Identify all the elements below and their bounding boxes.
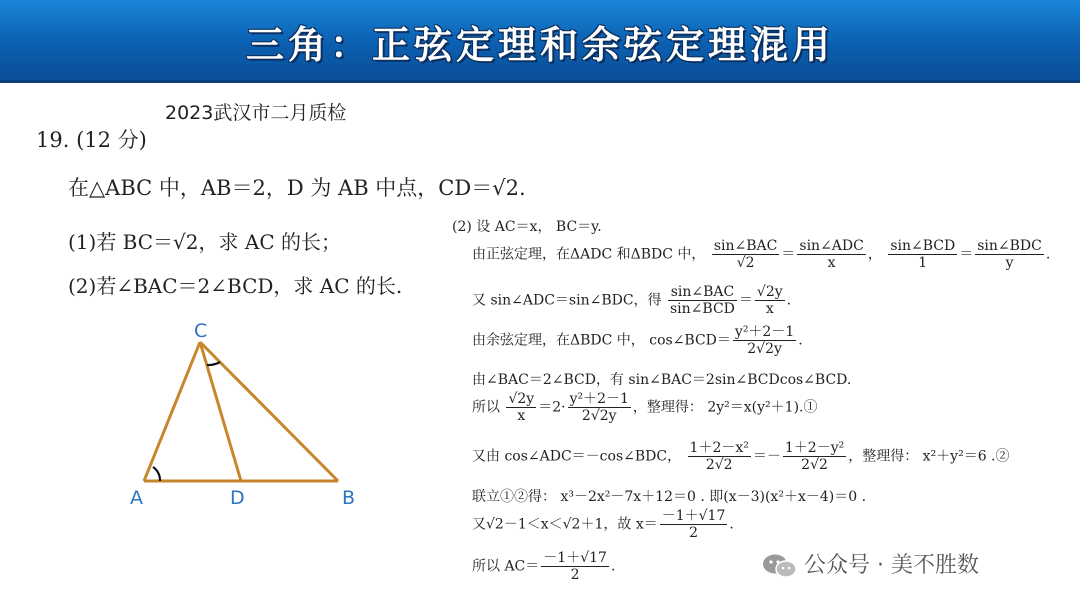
solution-header: (2) 设 AC＝x， BC＝y. [452, 219, 602, 235]
solution-line-5: 所以 $\frac{√2y}{x}$ ＝2· $\frac{\text{y²＋2－1}}{2√2y}$ ，整理得： 2y²＝x(y²＋1).① [472, 391, 818, 424]
title-banner [0, 0, 1080, 83]
problem-part-1: (1)若 BC＝√2，求 AC 的长； [68, 230, 341, 254]
watermark-text: 公众号 · 美不胜数 [804, 553, 979, 578]
problem-statement: 在△ABC 中，AB＝2，D 为 AB 中点，CD＝√2. [68, 176, 526, 200]
angle-mark-a [153, 467, 160, 481]
solution-line-2: 又 sin∠ADC＝sin∠BDC，得 $\frac{\text{sin∠BAC}}{\text{sin∠BCD}}$ ＝ $\frac{√2y}{x}$ . [472, 284, 792, 317]
angle-mark-c [207, 362, 220, 365]
problem-source: 2023武汉市二月质检 [165, 102, 347, 124]
triangle-figure [120, 318, 370, 518]
problem-number: 19. (12 分) [36, 128, 147, 152]
label-c: C [194, 320, 208, 342]
solution-line-6: 又由 cos∠ADC＝－cos∠BDC， $\frac{\text{1＋2－x²}}{2√2}$ ＝－ $\frac{\text{1＋2－y²}}{2√2}$ ，整理得： x²＋y²＝6 .② [472, 440, 1010, 473]
solution-line-7: 联立①②得： x³－2x²－7x＋12＝0 . 即(x－3)(x²＋x－4)＝0 . [472, 489, 867, 505]
solution-line-8: 又√2－1＜x＜√2＋1，故 x＝ $\frac{-1+√17}{2}$ . [472, 508, 734, 541]
label-d: D [230, 487, 245, 509]
solution-line-1: 由正弦定理，在ΔADC 和ΔBDC 中， $\frac{\text{sin∠BAC}}{√2}$ ＝ $\frac{\text{sin∠ADC}}{x}$ ， $\frac{\text{sin∠BCD}}{1}$ ＝ $\frac{\text{sin∠BDC}}{y}$ . [472, 238, 1051, 271]
solution-line-9: 所以 AC＝ $\frac{-1+√17}{2}$ . [472, 550, 616, 583]
segment-ca [144, 342, 200, 481]
solution-line-3: 由余弦定理，在ΔBDC 中， cos∠BCD＝ $\frac{\text{y²＋2－1}}{2√2y}$ . [472, 324, 803, 357]
watermark [762, 548, 979, 579]
wechat-icon [762, 553, 798, 579]
label-a: A [130, 487, 143, 509]
label-b: B [342, 487, 356, 509]
problem-part-2: (2)若∠BAC＝2∠BCD，求 AC 的长. [68, 274, 403, 298]
page-title: 三角：正弦定理和余弦定理混用 [245, 23, 834, 67]
solution-line-4: 由∠BAC＝2∠BCD，有 sin∠BAC＝2sin∠BCDcos∠BCD. [472, 372, 852, 388]
